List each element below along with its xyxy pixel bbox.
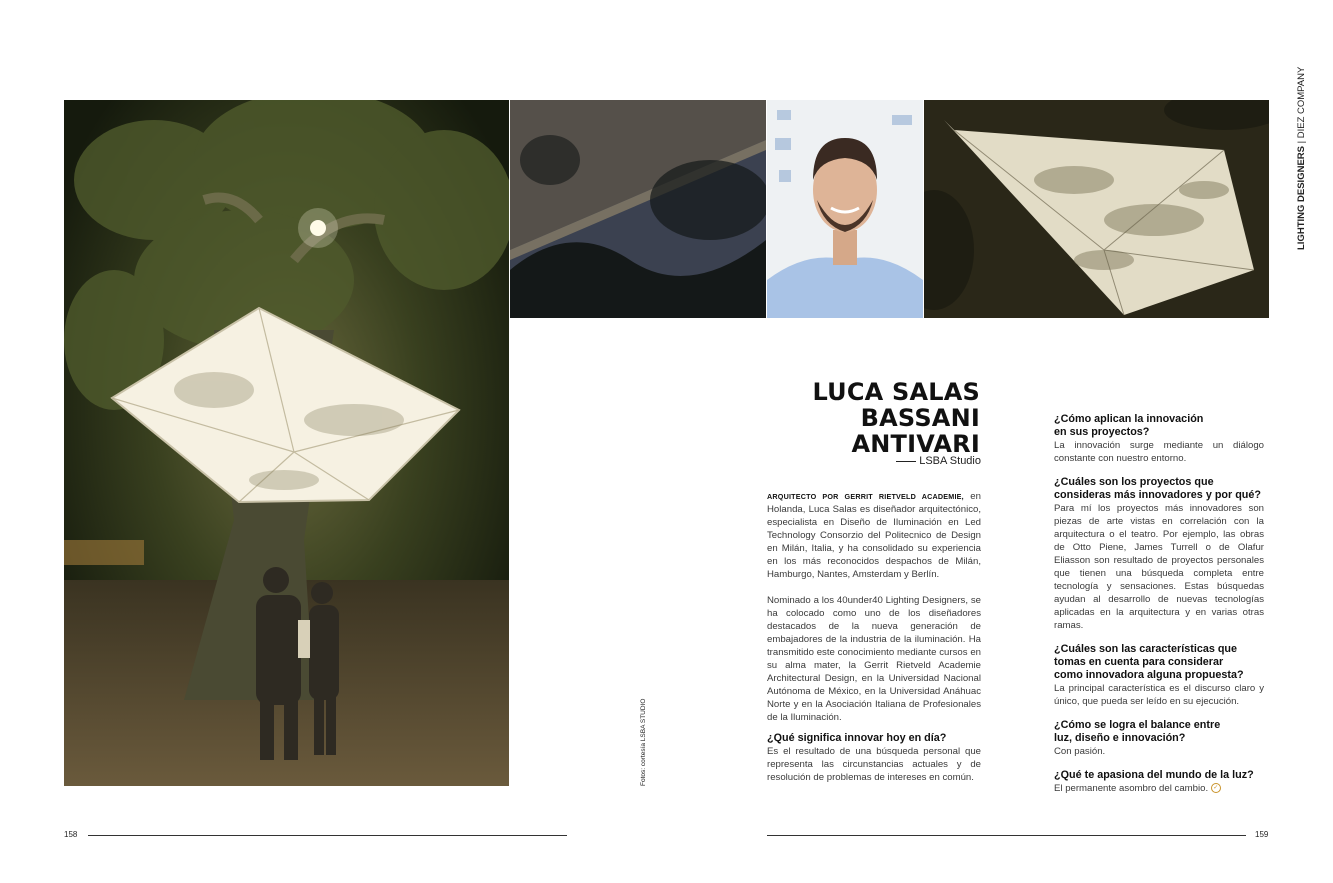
answer-3: Para mí los proyectos más innovadores son piezas de arte vistas en correlación con la arquitectura o el teatro. Por ejemplo, las obras de Otto Piene, James Turrell o de Olafur Eliasson son resultado de proyectos personales que tienen una búsqueda completa entre tecnología y sensaciones. Estas búsquedas ayudan al desarrollo de nuevas tecnologías aplicadas en la arquitectura y en varias otras ramas. [1054, 503, 1264, 631]
studio-label: LSBA Studio [919, 455, 981, 467]
question-2: ¿Cómo aplican la innovación en sus proyectos? [1054, 413, 1204, 438]
intro-paragraph [767, 490, 981, 581]
title-line-1: LUCA SALAS [812, 378, 980, 406]
title-line-3: ANTIVARI [851, 430, 980, 458]
question-1: ¿Qué significa innovar hoy en día? [767, 732, 947, 744]
answer-6-wrap [1054, 782, 1264, 795]
question-6: ¿Qué te apasiona del mundo de la luz? [1054, 769, 1254, 781]
bio-paragraph: Nominado a los 40under40 Lighting Designers, se ha colocado como uno de los diseñadores destacados de la nueva generación de embajadores de la industria de la iluminación. Ha transmitido este conocimiento mediante cursos en su alma mater, la Gerrit Rietveld Academie Architectural Design, en la Universidad Nacional Autónoma de México, en la Universidad Anáhuac Norte y en la Asociación Italiana de Profesionales de la Iluminación. [767, 595, 981, 723]
answer-1: Es el resultado de una búsqueda personal que representa las circunstancias actuales y de resolución de problemas de intereses en común. [767, 746, 981, 783]
footer-rule-left [88, 835, 567, 836]
page-number-right: 159 [1255, 830, 1269, 839]
title-line-2: BASSANI [860, 404, 980, 432]
intro-lead: ARQUITECTO POR GERRIT RIETVELD ACADEMIE, [767, 492, 964, 501]
studio-dash [896, 461, 916, 462]
answer-2: La innovación surge mediante un diálogo constante con nuestro entorno. [1054, 440, 1264, 464]
section-name: LIGHTING DESIGNERS [1296, 146, 1307, 250]
intro-text: en Holanda, Luca Salas es diseñador arquitectónico, especialista en Diseño de Iluminación en Led Technology Consorzio del Politecnico de Design en Milán, Italia, y ha consolidado su experiencia en los más reconocidos despachos de Milán, Hamburgo, Nantes, Amsterdam y Berlín. [767, 491, 981, 580]
article-column-2 [1054, 413, 1264, 795]
portrait-luca-salas [767, 100, 923, 318]
page-number-left: 158 [64, 830, 78, 839]
photo-canopy-shadows [924, 100, 1269, 318]
article-column-1 [767, 490, 981, 784]
magazine-name: DIEZ COMPANY [1296, 66, 1307, 139]
section-side-label [1296, 67, 1307, 250]
answer-6: El permanente asombro del cambio. [1054, 783, 1209, 794]
main-photo-tree-lamp [64, 100, 509, 786]
question-3: ¿Cuáles son los proyectos que consideras más innovadores y por qué? [1054, 476, 1262, 501]
photo-credit: Fotos: cortesía LSBA STUDIO [640, 698, 647, 786]
studio-name [860, 455, 981, 467]
section-separator: | [1296, 138, 1307, 147]
answer-4: La principal característica es el discurso claro y único, que pueda ser leído en su ejecución. [1054, 683, 1264, 707]
photo-canopy-sky [510, 100, 766, 318]
question-5: ¿Cómo se logra el balance entre luz, diseño e innovación? [1054, 719, 1221, 744]
answer-5: Con pasión. [1054, 746, 1106, 757]
article-title [770, 379, 980, 457]
footer-rule-right [767, 835, 1246, 836]
question-4: ¿Cuáles son las características que tomas en cuenta para considerar como innovadora alguna propuesta? [1054, 643, 1244, 681]
end-mark-icon: ✓ [1211, 783, 1221, 793]
